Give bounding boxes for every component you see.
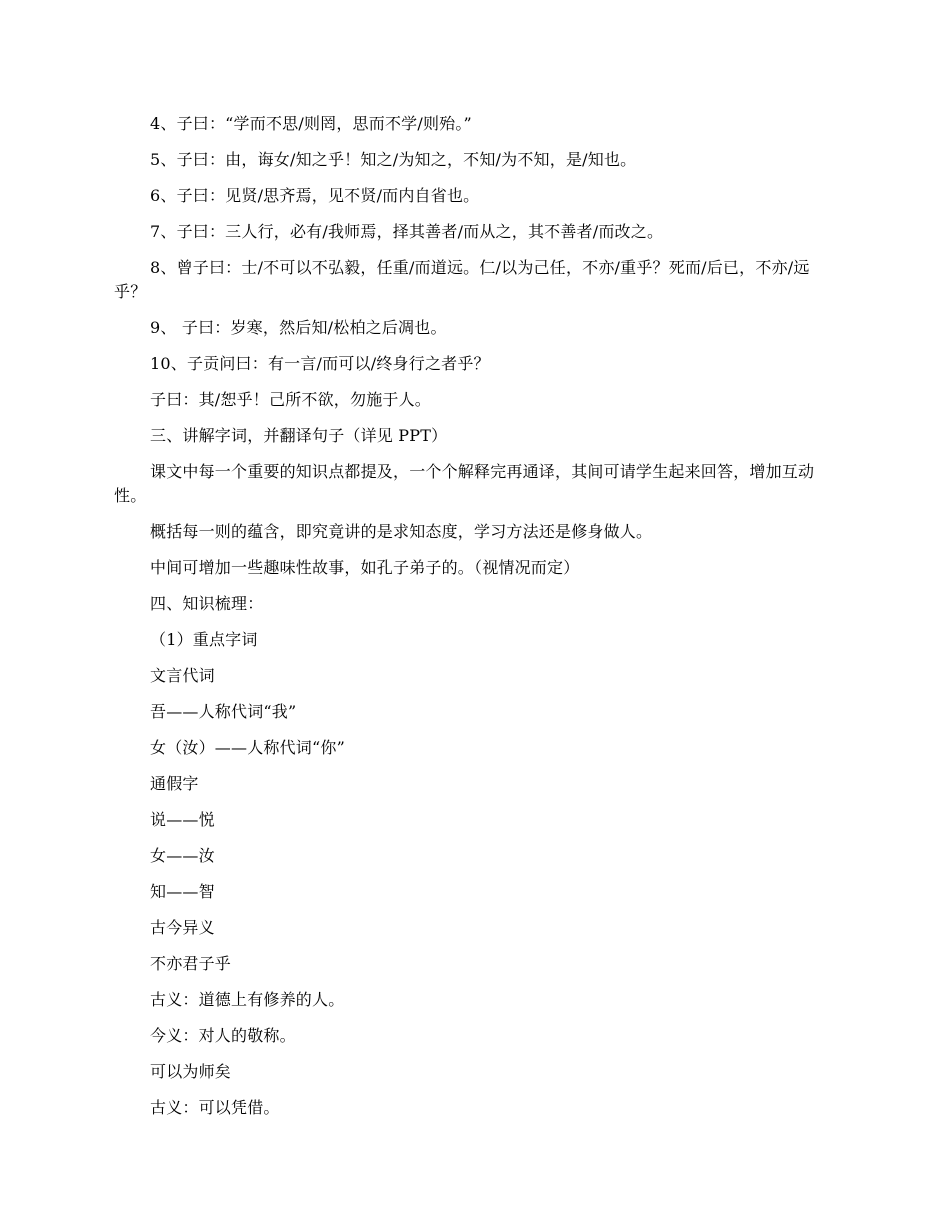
ancient-meaning: 古义：可以凭借。 <box>150 1098 280 1117</box>
quote-6: 6、子曰：见贤/思齐焉，见不贤/而内自省也。 <box>150 186 480 205</box>
category-label: 古今异义 <box>150 918 215 937</box>
quote-10: 10、子贡问曰：有一言/而可以/终身行之者乎？ <box>150 354 490 373</box>
quote-7: 7、子曰：三人行，必有/我师焉，择其善者/而从之，其不善者/而改之。 <box>150 222 664 241</box>
section-heading-3: 三、讲解字词，并翻译句子（详见 PPT） <box>150 426 448 445</box>
subheading-key-words: （1）重点字词 <box>150 630 258 649</box>
body-paragraph: 概括每一则的蕴含，即究竟讲的是求知态度，学习方法还是修身做人。 <box>150 522 653 541</box>
word-entry: 女（汝）——人称代词“你” <box>150 738 345 757</box>
category-label: 通假字 <box>150 774 199 793</box>
word-entry: 女——汝 <box>150 846 215 865</box>
modern-meaning: 今义：对人的敬称。 <box>150 1026 296 1045</box>
word-entry: 知——智 <box>150 882 215 901</box>
body-paragraph: 课文中每一个重要的知识点都提及，一个个解释完再通译，其间可请学生起来回答，增加互动性。 <box>114 462 815 505</box>
quote-10-answer: 子曰：其/恕乎！己所不欲，勿施于人。 <box>150 390 431 409</box>
body-paragraph: 中间可增加一些趣味性故事，如孔子弟子的。（视情况而定） <box>150 558 580 577</box>
quote-8: 8、曾子曰：士/不可以不弘毅，任重/而道远。仁/以为己任，不亦/重乎？死而/后已，不亦/远乎？ <box>114 258 810 301</box>
word-entry: 说——悦 <box>150 810 215 829</box>
quote-4: 4、子曰：“学而不思/则罔，思而不学/则殆。” <box>150 114 472 133</box>
ancient-meaning: 古义：道德上有修养的人。 <box>150 990 345 1009</box>
category-label: 文言代词 <box>150 666 215 685</box>
document-body <box>114 112 838 1132</box>
section-heading-4: 四、知识梳理： <box>150 594 264 613</box>
quote-9: 9、 子曰：岁寒，然后知/松柏之后凋也。 <box>150 318 447 337</box>
phrase-entry: 可以为师矣 <box>150 1062 232 1081</box>
word-entry: 吾——人称代词“我” <box>150 702 297 721</box>
quote-5: 5、子曰：由，诲女/知之乎！知之/为知之，不知/为不知，是/知也。 <box>150 150 637 169</box>
phrase-entry: 不亦君子乎 <box>150 954 232 973</box>
